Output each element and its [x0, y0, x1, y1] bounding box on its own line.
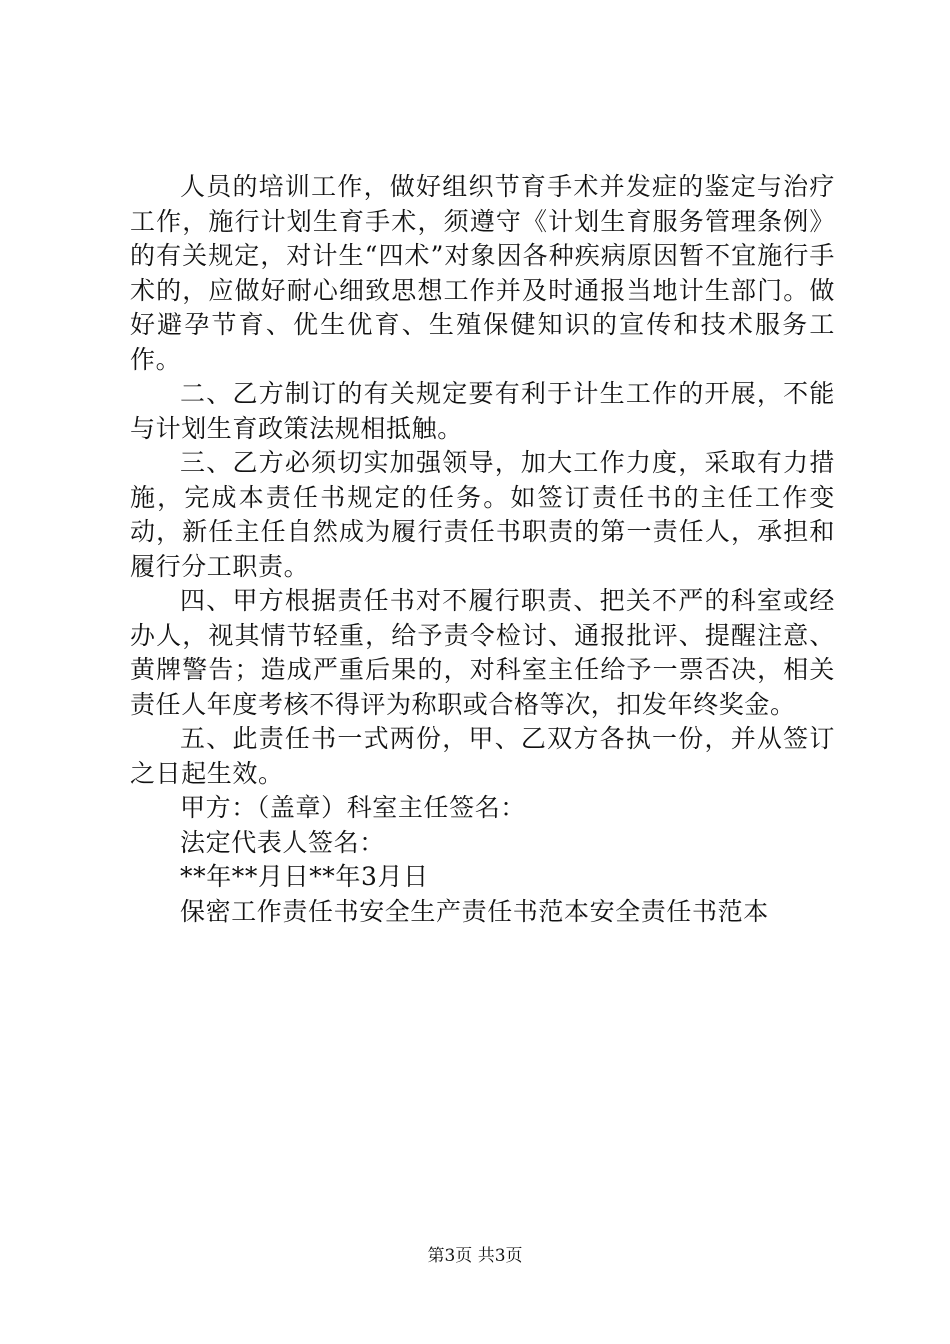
paragraph-clause-four: 四、甲方根据责任书对不履行职责、把关不严的科室或经办人，视其情节轻重，给予责令检讨、通报批评、提醒注意、黄牌警告；造成严重后果的，对科室主任给予一票否决，相关责任人年度考核不得评为称职或合格等次，扣发年终奖金。: [130, 586, 835, 719]
page-footer: 第3页 共3页: [427, 1246, 523, 1266]
paragraph-clause-five: 五、此责任书一式两份，甲、乙双方各执一份，并从签订之日起生效。: [130, 724, 835, 788]
paragraph-clause-three: 三、乙方必须切实加强领导，加大工作力度，采取有力措施，完成本责任书规定的任务。如签订责任书的主任工作变动，新任主任自然成为履行责任书职责的第一责任人，承担和履行分工职责。: [130, 448, 835, 581]
date-line: **年**月日**年3月日: [180, 862, 429, 891]
party-a-signature-line: 甲方：（盖章）科室主任签名：: [180, 793, 526, 822]
paragraph-training-work: 人员的培训工作，做好组织节育手术并发症的鉴定与治疗工作，施行计划生育手术，须遵守《计划生育服务管理条例》的有关规定，对计生“四术”对象因各种疾病原因暂不宜施行手术的，应做好耐心细致思想工作并及时通报当地计生部门。做好避孕节育、优生优育、生殖保健知识的宣传和技术服务工作。: [130, 172, 835, 374]
document-body: [130, 170, 835, 929]
legal-representative-signature-line: 法定代表人签名：: [180, 827, 385, 857]
related-documents-line: 保密工作责任书安全生产责任书范本安全责任书范本: [180, 896, 769, 926]
paragraph-clause-two: 二、乙方制订的有关规定要有利于计生工作的开展，不能与计划生育政策法规相抵触。: [130, 379, 835, 443]
